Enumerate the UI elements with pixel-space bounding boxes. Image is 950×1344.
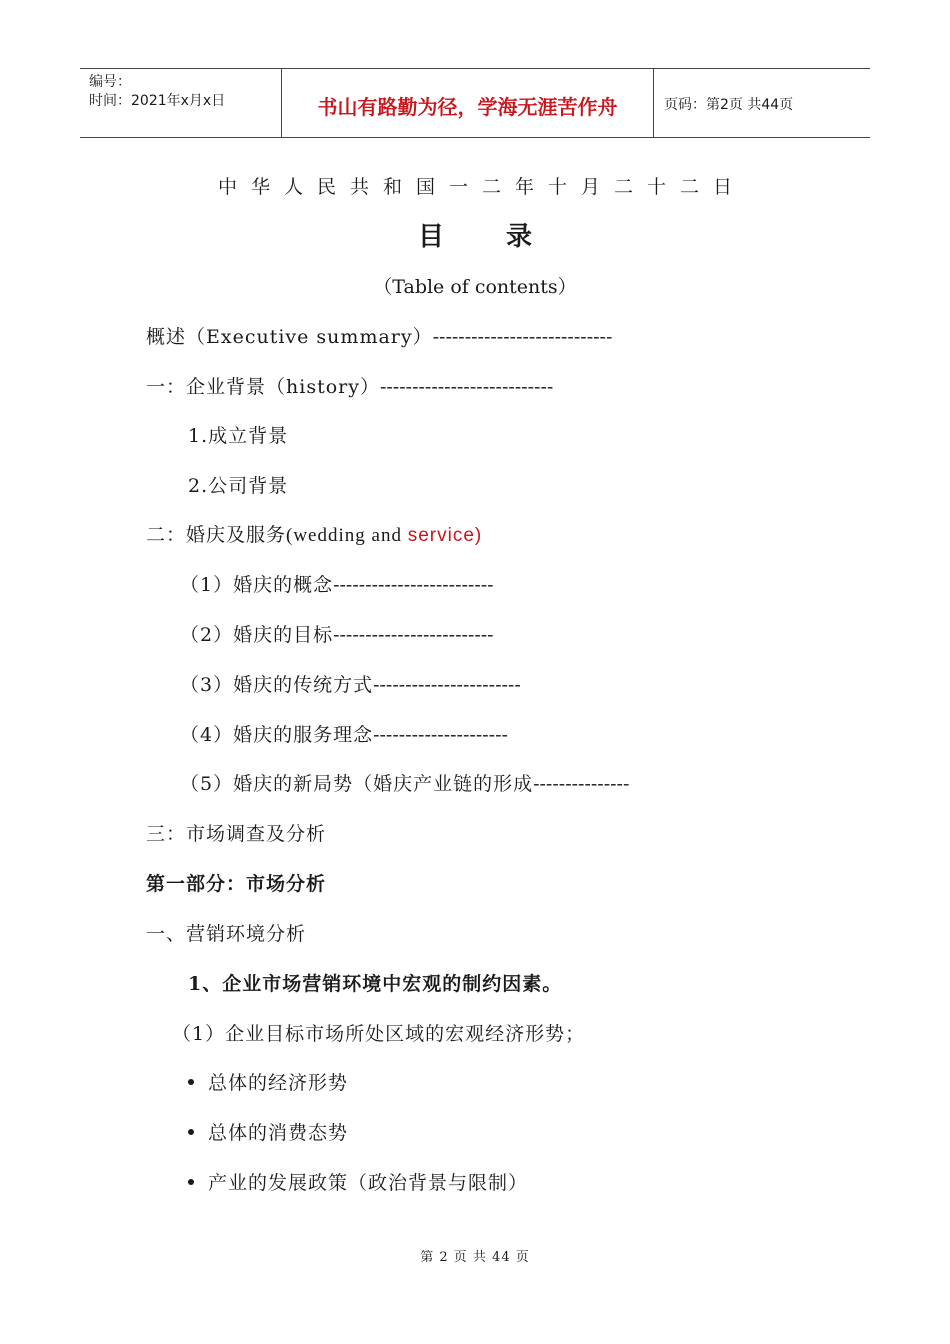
bullet-icon bbox=[188, 1179, 194, 1185]
toc-title-left: 目 bbox=[417, 222, 444, 252]
entry-dashes: ---------------------------- bbox=[432, 326, 613, 348]
header-motto: 书山有路勤为径，学海无涯苦作舟 bbox=[282, 69, 654, 137]
toc-entry-company bbox=[188, 471, 288, 498]
bullet-economic-situation bbox=[188, 1068, 348, 1095]
entry-text: 产业的发展政策（政治背景与限制） bbox=[208, 1172, 529, 1194]
entry-text: （4）婚庆的服务理念 bbox=[180, 724, 374, 746]
toc-entry-founding bbox=[188, 421, 288, 448]
entry-text: 1、企业市场营销环境中宏观的制约因素。 bbox=[188, 973, 563, 995]
toc-entry-service-philosophy bbox=[180, 720, 508, 747]
toc-entry-tradition bbox=[180, 670, 521, 697]
header-page-info: 页码：第2页 共44页 bbox=[664, 97, 794, 113]
bullet-icon bbox=[188, 1129, 194, 1135]
toc-entry-market-research bbox=[146, 819, 326, 846]
toc-title-right: 录 bbox=[506, 222, 533, 252]
entry-text: 总体的消费态势 bbox=[208, 1122, 349, 1144]
toc-title bbox=[0, 216, 950, 253]
item-macro-economy bbox=[172, 1019, 585, 1046]
toc-subtitle: （Table of contents） bbox=[373, 276, 577, 298]
header-meta bbox=[80, 69, 282, 137]
entry-dashes: ------------------------- bbox=[333, 624, 494, 646]
entry-text: （1）企业目标市场所处区域的宏观经济形势； bbox=[172, 1023, 586, 1045]
section-heading-part-one bbox=[146, 869, 326, 896]
entry-dashes: ----------------------- bbox=[373, 674, 521, 696]
toc-entry-wedding-service bbox=[146, 520, 482, 547]
toc-entry-goal bbox=[180, 620, 494, 647]
section-marketing-environment bbox=[146, 919, 306, 946]
date-line: 中华人民共和国一二年十月二十二日 bbox=[217, 176, 746, 198]
time-label: 时间：2021年x月x日 bbox=[89, 93, 226, 109]
entry-text-red: service) bbox=[407, 525, 483, 546]
entry-text: （1）婚庆的概念 bbox=[180, 574, 334, 596]
entry-text: （5）婚庆的新局势（婚庆产业链的形成 bbox=[180, 773, 534, 795]
entry-text: 二：婚庆及服务(wedding and bbox=[146, 525, 408, 546]
entry-dashes: --------------------- bbox=[373, 724, 508, 746]
entry-text: （3）婚庆的传统方式 bbox=[180, 674, 374, 696]
bullet-icon bbox=[188, 1079, 194, 1085]
toc-entry-new-situation bbox=[180, 769, 629, 796]
entry-text: 2.公司背景 bbox=[188, 475, 289, 497]
entry-dashes: ------------------------- bbox=[333, 574, 494, 596]
entry-text: 1.成立背景 bbox=[188, 425, 289, 447]
toc-entry-executive-summary bbox=[146, 322, 612, 349]
bullet-industry-policy bbox=[188, 1168, 528, 1195]
entry-dashes: --------------- bbox=[533, 773, 630, 795]
entry-dashes: --------------------------- bbox=[379, 376, 554, 398]
toc-entry-concept bbox=[180, 570, 494, 597]
entry-text: 一、营销环境分析 bbox=[146, 923, 307, 945]
entry-text: 三：市场调查及分析 bbox=[146, 823, 327, 845]
page-footer: 第 2 页 共 44 页 bbox=[420, 1250, 530, 1265]
page-header bbox=[80, 68, 870, 138]
toc-entry-history bbox=[146, 372, 553, 399]
number-label: 编号： bbox=[89, 74, 131, 90]
entry-text: 一：企业背景（history） bbox=[146, 376, 380, 398]
entry-text: 第一部分：市场分析 bbox=[146, 873, 327, 895]
subsection-macro-factors bbox=[188, 969, 562, 996]
bullet-consumption-trend bbox=[188, 1118, 348, 1145]
entry-text: （2）婚庆的目标 bbox=[180, 624, 334, 646]
entry-text: 总体的经济形势 bbox=[208, 1072, 349, 1094]
entry-text: 概述（Executive summary） bbox=[146, 326, 433, 348]
